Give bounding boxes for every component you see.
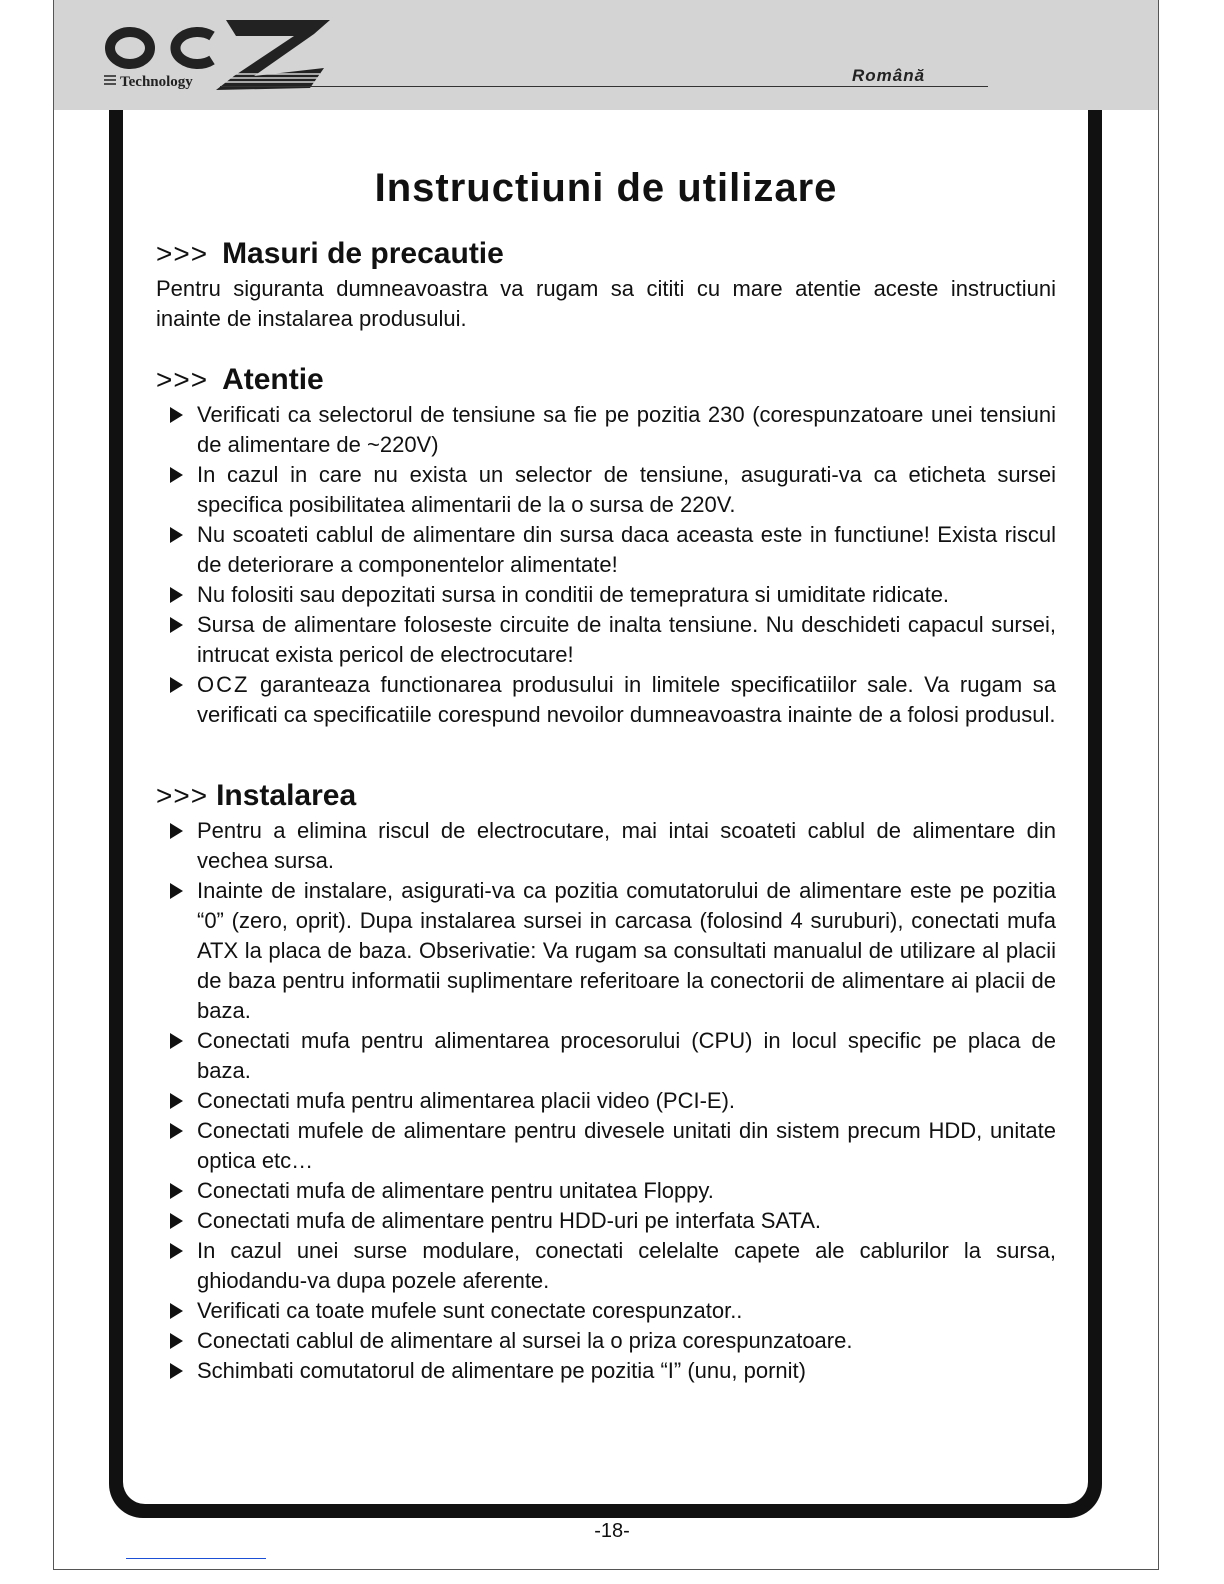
content [156, 160, 1056, 1386]
bullet-triangle-icon [170, 1033, 183, 1049]
bullet-triangle-icon [170, 1183, 183, 1199]
section-heading [156, 776, 1056, 816]
bullet-triangle-icon [170, 883, 183, 899]
list-item: Nu scoateti cablul de alimentare din sursa daca aceasta este in functiune! Exista riscul de deteriorare a componentelor alimentate! [156, 520, 1056, 580]
list-item: Inainte de instalare, asigurati-va ca pozitia comutatorului de alimentare este pe pozitia “0” (zero, oprit). Dupa instalarea sursei in carcasa (folosind 4 suruburi), conectati mufa ATX la placa de baza. Obserivatie: Va rugam sa consultati manualul de utilizare al placii de baza pentru informatii suplimentare referitoare la conectorii de alimentare ai placii de baza. [156, 876, 1056, 1026]
language-label: Română [852, 66, 926, 85]
section-prefix: >>> [156, 364, 209, 395]
list-item: In cazul unei surse modulare, conectati celelalte capete ale cablurilor la sursa, ghiodandu-va dupa pozele aferente. [156, 1236, 1056, 1296]
list-item: Conectati mufa de alimentare pentru unitatea Floppy. [156, 1176, 1056, 1206]
section-heading-text: Masuri de precautie [222, 237, 504, 270]
bullet-triangle-icon [170, 1303, 183, 1319]
section-heading [156, 234, 1056, 274]
list-item: Schimbati comutatorul de alimentare pe pozitia “I” (unu, pornit) [156, 1356, 1056, 1386]
installation-list [156, 816, 1056, 1386]
bullet-triangle-icon [170, 617, 183, 633]
section-prefix: >>> [156, 780, 209, 811]
list-item: Pentru a elimina riscul de electrocutare, mai intai scoateti cablul de alimentare din vechea sursa. [156, 816, 1056, 876]
list-item: Conectati mufa de alimentare pentru HDD-uri pe interfata SATA. [156, 1206, 1056, 1236]
list-item: In cazul in care nu exista un selector de tensiune, asugurati-va ca eticheta sursei specifica posibilitatea alimentarii de la o sursa de 220V. [156, 460, 1056, 520]
bullet-triangle-icon [170, 1213, 183, 1229]
header-rule [220, 86, 988, 87]
bullet-triangle-icon [170, 677, 183, 693]
section-attention [156, 360, 1056, 730]
list-item: Nu folositi sau depozitati sursa in conditii de temepratura si umiditate ridicate. [156, 580, 1056, 610]
section-heading-text: Atentie [222, 363, 324, 396]
bullet-triangle-icon [170, 1363, 183, 1379]
list-item: Conectati cablul de alimentare al sursei la o priza corespunzatoare. [156, 1326, 1056, 1356]
section-prefix: >>> [156, 238, 209, 269]
list-item: Sursa de alimentare foloseste circuite de inalta tensiune. Nu deschideti capacul sursei, intrucat exista pericol de electrocutare! [156, 610, 1056, 670]
ocz-technology-logo [104, 14, 334, 94]
page-number: -18- [594, 1520, 630, 1542]
logo-subtext: Technology [120, 74, 193, 90]
section-paragraph: Pentru siguranta dumneavoastra va rugam sa cititi cu mare atentie aceste instructiuni inainte de instalarea produsului. [156, 276, 1056, 331]
bullet-triangle-icon [170, 587, 183, 603]
bullet-triangle-icon [170, 467, 183, 483]
bullet-triangle-icon [170, 823, 183, 839]
section-precautions [156, 234, 1056, 334]
list-item: Conectati mufa pentru alimentarea procesorului (CPU) in locul specific pe placa de baza. [156, 1026, 1056, 1086]
bullet-triangle-icon [170, 1243, 183, 1259]
bullet-triangle-icon [170, 1333, 183, 1349]
footer-link-line [126, 1558, 266, 1559]
bullet-triangle-icon [170, 407, 183, 423]
attention-list [156, 400, 1056, 730]
list-item: Verificati ca selectorul de tensiune sa fie pe pozitia 230 (corespunzatoare unei tensiuni de alimentare de ~220V) [156, 400, 1056, 460]
bullet-triangle-icon [170, 1123, 183, 1139]
list-item: Verificati ca toate mufele sunt conectate corespunzator.. [156, 1296, 1056, 1326]
section-installation [156, 776, 1056, 1386]
section-heading [156, 360, 1056, 400]
list-item: Conectati mufele de alimentare pentru divesele unitati din sistem precum HDD, unitate optica etc… [156, 1116, 1056, 1176]
brand-ocz: OCZ [197, 672, 250, 697]
section-heading-text: Instalarea [216, 779, 357, 812]
page-title: Instructiuni de utilizare [374, 166, 838, 210]
list-item: Conectati mufa pentru alimentarea placii video (PCI-E). [156, 1086, 1056, 1116]
bullet-triangle-icon [170, 1093, 183, 1109]
list-item: OCZ garanteaza functionarea produsului in limitele specificatiilor sale. Va rugam sa verificati ca specificatiile corespund nevoilor dumneavoastra inainte de a folosi produsul. [156, 670, 1056, 730]
bullet-triangle-icon [170, 527, 183, 543]
